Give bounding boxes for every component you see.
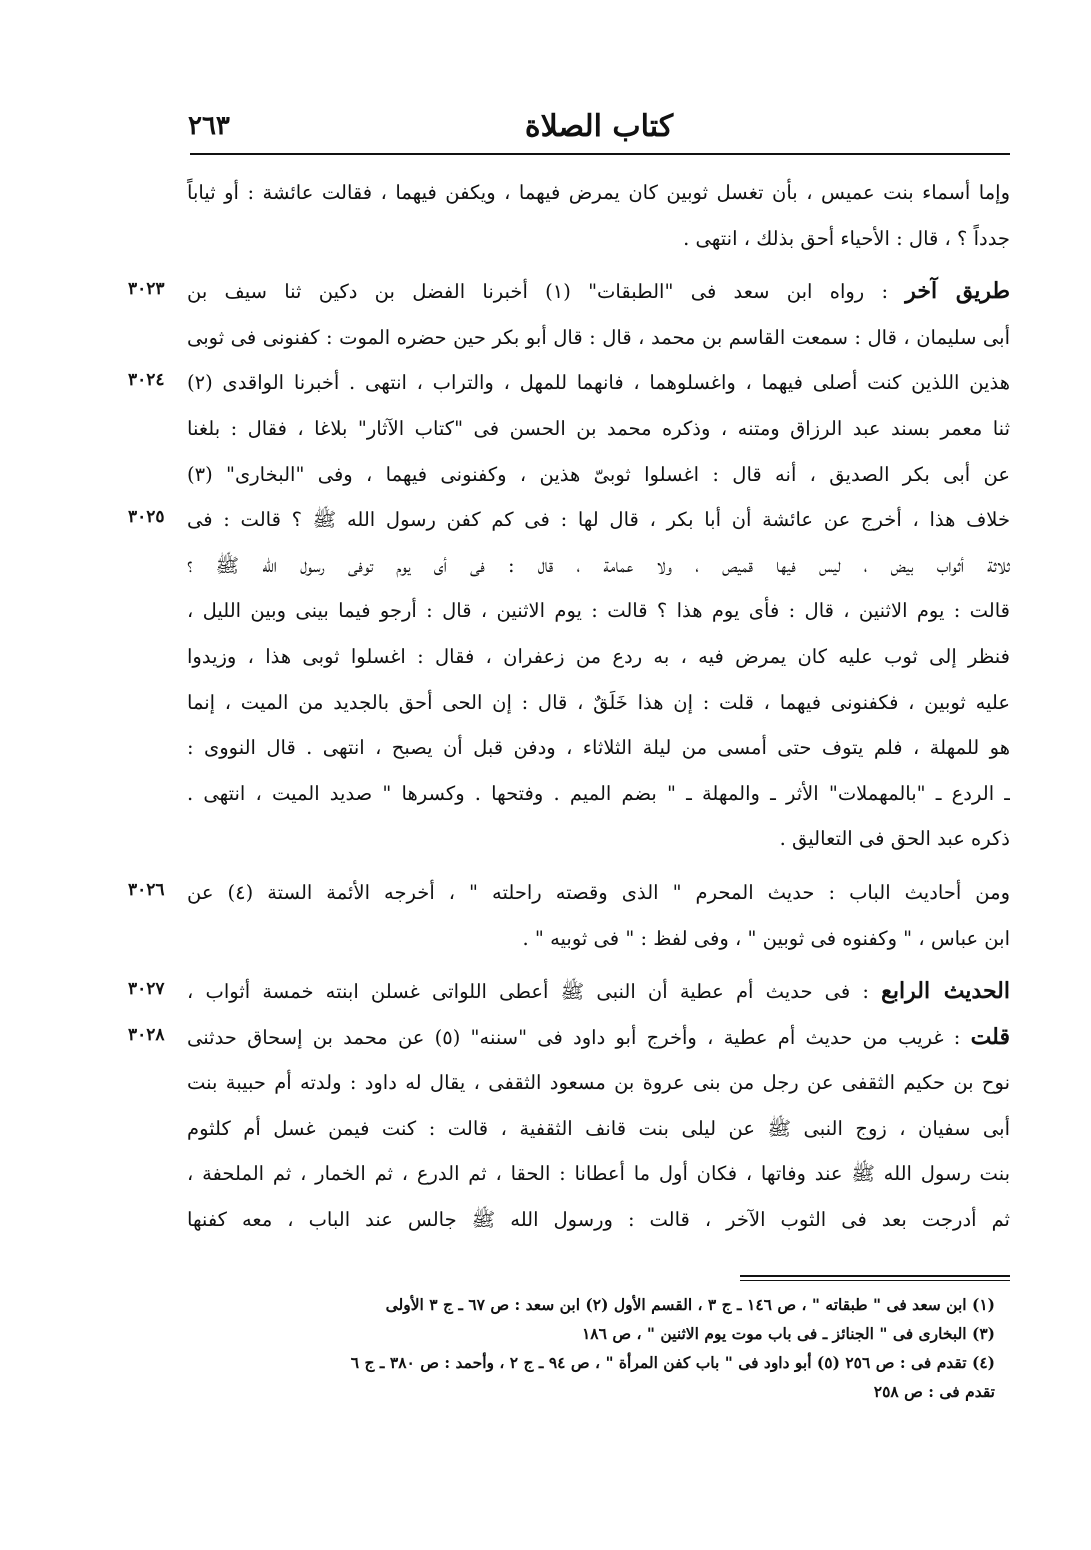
- footnote-line: تقدم فى : ص ٢٥٨: [873, 1382, 995, 1401]
- section-lead: طريق آخر: [905, 278, 1010, 305]
- text-line-content: ثم أدرجت بعد فى الثوب الآخر ، قالت : ورسول الله ﷺ جالس عند الباب ، معه كفنها: [187, 1208, 1010, 1232]
- text-line-content: هذين اللذين كنت أصلى فيهما ، واغسلوهما ، فانهما للمهل ، والتراب ، انتهى . أخبرنا الواقدى (٢): [187, 371, 1010, 395]
- text-line: [185, 497, 1010, 543]
- text-line-content: طريق آخر : رواه ابن سعد فى "الطبقات" (١) أخبرنا الفضل بن دكين ثنا سيف بن: [187, 278, 1010, 305]
- text-line-content: بنت رسول الله ﷺ عند وفاتها ، فكان أول ما أعطانا : الحقا ، ثم الدرع ، ثم الخمار ، ثم الملحفة ،: [187, 1162, 1010, 1186]
- section-lead: قلت: [970, 1023, 1010, 1050]
- running-title: كتاب الصلاة: [524, 109, 674, 144]
- page-header: [188, 105, 1010, 153]
- text-line: [185, 588, 1010, 634]
- text-line-content: ثنا معمر بسند عبد الرزاق ومتنه ، وذكره محمد بن الحسن فى "كتاب الآثار" بلاغا ، فقال : بلغنا: [187, 416, 1010, 440]
- header-rule: [190, 153, 1010, 155]
- text-line-content: الحديث الرابع : فى حديث أم عطية أن النبى ﷺ أعطى اللواتى غسلن ابنته خمسة أثواب ،: [187, 978, 1010, 1005]
- text-line: [185, 725, 1010, 771]
- text-line: [185, 216, 1010, 262]
- text-line-content: عن أبى بكر الصديق ، أنه قال : اغسلوا ثوبىّ هذين ، وكفنونى فيهما ، وفى "البخارى" (٣): [187, 462, 1010, 486]
- text-line: [185, 170, 1010, 216]
- margin-number: ٣٠٢٣: [128, 279, 165, 300]
- text-line-content: أبى سليمان ، قال : سمعت القاسم بن محمد ، قال : قال أبو بكر حين حضره الموت : كفنونى فى ثوبى: [187, 325, 1010, 349]
- text-line-content: عليه ثوبين ، فكفنونى فيهما ، قلت : إن هذا خَلَقٌ ، قال : إن الحى أحق بالجديد من الميت ، إنما: [187, 690, 1010, 714]
- text-line: [185, 916, 1010, 962]
- text-line-content: ابن عباس ، " وكفنوه فى ثوبين " ، وفى لفظ : " فى ثوبيه " .: [522, 926, 1010, 950]
- paragraph-gap: [185, 261, 1010, 269]
- paragraph-gap: [185, 961, 1010, 969]
- page-number: ٢٦٣: [188, 111, 230, 141]
- section-lead: الحديث الرابع: [881, 978, 1010, 1005]
- footnote-rule-thin: [740, 1280, 1010, 1281]
- main-text: [185, 170, 1010, 1243]
- text-line: [185, 1106, 1010, 1152]
- text-line: [185, 771, 1010, 817]
- footnote-line: (١) ابن سعد فى " طبقاته " ، ص ١٤٦ ـ ج ٣ ، القسم الأول (٢) ابن سعد : ص ٦٧ ـ ج ٣ الأولى: [385, 1295, 995, 1314]
- text-line: [185, 634, 1010, 680]
- text-line: [185, 1015, 1010, 1061]
- text-line: [185, 269, 1010, 315]
- margin-number: ٣٠٢٨: [128, 1024, 165, 1045]
- text-line: [185, 315, 1010, 361]
- text-line-content: فنظر إلى ثوب عليه كان يمرض فيه ، به ردع من زعفران ، فقال : اغسلوا ثوبى هذا ، وزيدوا: [187, 644, 1010, 668]
- text-line-content: خلاف هذا ، أخرج عن عائشة أن أبا بكر ، قال لها : فى كم كفن رسول الله ﷺ ؟ قالت : فى: [187, 508, 1010, 532]
- text-line-content: ومن أحاديث الباب : حديث المحرم " الذى وقصته راحلته " ، أخرجه الأئمة الستة (٤) عن: [187, 880, 1010, 904]
- text-line-content: جدداً ؟ ، قال : الأحياء أحق بذلك ، انتهى .: [683, 226, 1010, 250]
- text-line: [185, 1060, 1010, 1106]
- text-line-content: هو للمهلة ، فلم يتوف حتى أمسى من ليلة الثلاثاء ، ودفن قبل أن يصبح ، انتهى . قال النووى :: [187, 736, 1010, 760]
- footnotes: [190, 1290, 995, 1406]
- footnote-line: (٣) البخارى فى " الجنائز ـ فى باب موت يوم الاثنين " ، ص ١٨٦: [581, 1324, 995, 1343]
- margin-number: ٣٠٢٤: [128, 370, 165, 391]
- text-line-content: نوح بن حكيم الثقفى عن رجل من بنى عروة بن مسعود الثقفى ، يقال له داود : ولدته أم حبيبة بنت: [187, 1071, 1010, 1095]
- text-line: [185, 543, 1010, 589]
- margin-number: ٣٠٢٥: [128, 507, 165, 528]
- paragraph-gap: [185, 862, 1010, 870]
- text-line: [185, 1197, 1010, 1243]
- text-line: [185, 680, 1010, 726]
- text-line: [185, 406, 1010, 452]
- text-line: [185, 969, 1010, 1015]
- text-line: [185, 452, 1010, 498]
- text-line-content: أبى سفيان ، زوج النبى ﷺ عن ليلى بنت قانف الثقفية ، قالت : كنت فيمن غسل أم كلثوم: [187, 1116, 1010, 1140]
- text-line: [185, 360, 1010, 406]
- text-line-content: قلت : غريب من حديث أم عطية ، وأخرج أبو داود فى "سننه" (٥) عن محمد بن إسحاق حدثنى: [187, 1023, 1010, 1050]
- text-line: [185, 816, 1010, 862]
- text-line-content: ثلاثة أثواب بيض ، ليس فيها قميص ، ولا عمامة ، قال : فى أى يوم توفى رسول الله ﷺ ؟: [187, 553, 1010, 577]
- text-line: [185, 1151, 1010, 1197]
- text-line-content: ذكره عبد الحق فى التعاليق .: [779, 827, 1010, 851]
- text-line-content: وإما أسماء بنت عميس ، بأن تغسل ثوبين كان يمرض فيهما ، ويكفن فيهما ، فقالت عائشة : أو ثياباً: [187, 181, 1010, 204]
- footnote-rule: [740, 1275, 1010, 1277]
- text-line: [185, 870, 1010, 916]
- text-line-content: قالت : يوم الاثنين ، قال : فأى يوم هذا ؟ قالت : يوم الاثنين ، قال : أرجو فيما بينى وبين الليل ،: [187, 599, 1010, 623]
- text-line-content: ـ الردع ـ "بالمهملات" الأثر ـ والمهلة ـ " بضم الميم . وفتحها . وكسرها " صديد الميت ، انتهى .: [187, 781, 1010, 805]
- margin-number: ٣٠٢٧: [128, 979, 165, 1000]
- footnote-line: (٤) تقدم فى : ص ٢٥٦ (٥) أبو داود فى " باب كفن المرأة " ، ص ٩٤ ـ ج ٢ ، وأحمد : ص ٣٨٠ ـ ج ٦: [350, 1353, 995, 1372]
- margin-number: ٣٠٢٦: [128, 880, 165, 900]
